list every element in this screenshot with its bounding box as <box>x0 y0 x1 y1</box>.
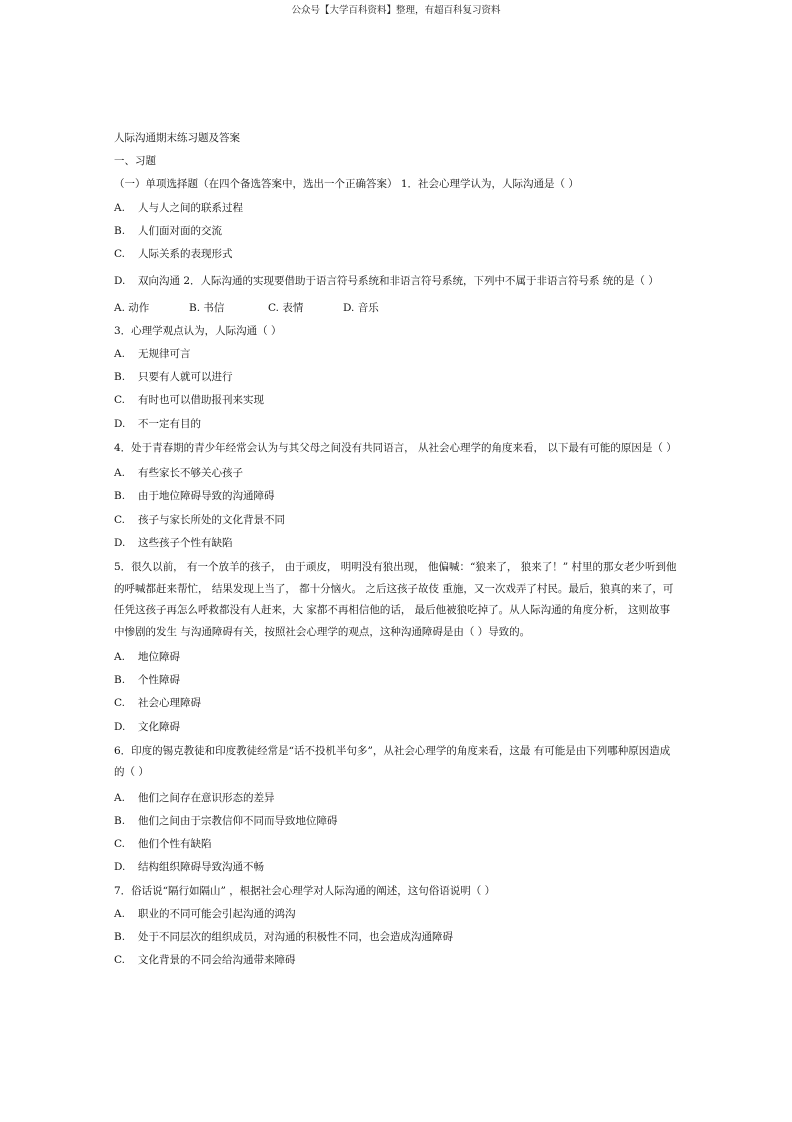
q3-stem: 3．心理学观点认为，人际沟通（ ） <box>114 324 282 337</box>
q2-option-c: C. 表情 <box>268 301 304 314</box>
q6-option-a <box>114 787 680 810</box>
q4-option-b <box>114 485 680 508</box>
option-letter: D. <box>114 720 126 733</box>
option-text: 人们面对面的交流 <box>138 224 222 237</box>
q6-stem: 6．印度的锡克教徒和印度教徒经常是“话不投机半句多”，从社会心理学的角度来看，这最 有可能是由下列哪种原因造成的（ ） <box>114 744 671 779</box>
option-text: 结构组织障碍导致沟通不畅 <box>138 861 264 874</box>
q4-option-a <box>114 462 680 485</box>
q6-option-d <box>114 856 680 879</box>
q5-option-d <box>114 716 680 739</box>
option-letter: C. <box>114 954 125 967</box>
option-text: 处于不同层次的组织成员，对沟通的积极性不同，也会造成沟通障碍 <box>138 930 453 943</box>
q2-option-d: D. 音乐 <box>343 301 379 314</box>
section-heading: 一、习题 <box>114 155 156 168</box>
option-letter: C. <box>114 838 125 851</box>
q4-option-d <box>114 532 680 555</box>
option-letter: B. <box>114 371 126 384</box>
option-letter: C. <box>114 394 125 407</box>
q7-option-a <box>114 903 680 926</box>
q5-option-c <box>114 692 680 715</box>
q4-option-c <box>114 509 680 532</box>
q1-option-c <box>114 243 680 266</box>
subsection-heading: （一）单项选择题（在四个备选答案中，选出一个正确答案） 1．社会心理学认为，人际沟通是（ ） <box>114 178 579 191</box>
option-text: 有些家长不够关心孩子 <box>138 467 243 480</box>
option-text: 他们之间由于宗教信仰不同而导致地位障碍 <box>138 814 338 827</box>
option-text: 只要有人就可以进行 <box>138 371 233 384</box>
option-letter: D. <box>114 861 126 874</box>
option-letter: D. <box>114 536 126 549</box>
option-letter: B. <box>114 674 126 687</box>
option-text: 他们之间存在意识形态的差异 <box>138 791 275 804</box>
option-letter: C. <box>114 513 125 526</box>
option-letter: B. <box>114 490 126 503</box>
option-text: 职业的不同可能会引起沟通的鸿沟 <box>138 907 296 920</box>
option-letter: B. <box>114 930 126 943</box>
q5-option-b <box>114 669 680 692</box>
q7-option-b <box>114 926 680 949</box>
q6-option-c <box>114 833 680 856</box>
option-text: 孩子与家长所处的文化背景不同 <box>138 513 285 526</box>
q2-option-a: A. 动作 <box>114 301 150 314</box>
option-letter: B. <box>114 224 126 237</box>
option-letter: D. <box>114 275 126 288</box>
option-letter: C. <box>114 247 125 260</box>
option-text: 人与人之间的联系过程 <box>138 201 243 214</box>
q7-stem: 7．俗话说“隔行如隔山” ，根据社会心理学对人际沟通的阐述，这句俗语说明（ ） <box>114 884 496 897</box>
option-letter: C. <box>114 697 125 710</box>
option-text: 个性障碍 <box>138 674 180 687</box>
option-letter: D. <box>114 417 126 430</box>
option-letter: A. <box>114 907 125 920</box>
option-letter: A. <box>114 467 125 480</box>
option-text: 有时也可以借助报刊来实现 <box>138 394 264 407</box>
document-body <box>114 127 680 972</box>
q2-option-b: B. 书信 <box>189 301 225 314</box>
option-letter: A. <box>114 201 125 214</box>
option-text: 文化障碍 <box>138 720 180 733</box>
option-text: 地位障碍 <box>138 651 180 663</box>
page-header: 公众号【大学百科资料】整理，有超百科复习资料 <box>291 5 501 16</box>
q4-stem: 4．处于青春期的青少年经常会认为与其父母之间没有共同语言， 从社会心理学的角度来看， 以下最有可能的原因是（ ） <box>114 441 677 454</box>
document-title: 人际沟通期末练习题及答案 <box>114 132 240 144</box>
q1-option-a <box>114 197 680 220</box>
q3-option-c <box>114 389 680 412</box>
option-text: 这些孩子个性有缺陷 <box>138 536 233 549</box>
q2-options <box>114 297 680 320</box>
option-text: 无规律可言 <box>138 348 191 360</box>
q1-option-b <box>114 220 680 243</box>
q3-option-d <box>114 413 680 436</box>
option-text: 人际关系的表现形式 <box>138 247 233 260</box>
option-letter: A. <box>114 791 125 804</box>
q3-option-b <box>114 366 680 389</box>
option-letter: A. <box>114 348 125 360</box>
q7-option-c <box>114 949 680 972</box>
q3-option-a <box>114 343 680 366</box>
q5-option-a <box>114 646 680 669</box>
q5-stem: 5．很久以前， 有一个放羊的孩子， 由于顽皮， 明明没有狼出现， 他偏喊：“狼来了， 狼来了！” 村里的那女老少听到他的呼喊都赶来帮忙， 结果发现上当了， 都十分恼火。 之后这孩子故伎 重施，又一次戏弄了村民。最后，狼真的来了，可任凭这孩子再怎么呼救都没有人赶来，大 家都不再相信他的话， 最后他被狼吃掉了。从人际沟通的角度分析， 这则故事中惨剧的发生 与沟通障碍有关，按照社会心理学的观点，这种沟通障碍是由（ ）导致的。 <box>114 561 677 638</box>
option-text: 文化背景的不同会给沟通带来障碍 <box>138 954 296 967</box>
option-text: 他们个性有缺陷 <box>138 838 212 851</box>
q6-option-b <box>114 810 680 833</box>
q1-option-d <box>114 271 680 293</box>
option-text: 社会心理障碍 <box>138 697 201 710</box>
option-letter: A. <box>114 651 125 663</box>
option-letter: B. <box>114 814 126 827</box>
option-text: 不一定有目的 <box>138 417 201 430</box>
option-text: 双向沟通 2．人际沟通的实现要借助于语言符号系统和非语言符号系统，下列中不属于非语言符号系 统的是（ ） <box>138 275 659 288</box>
option-text: 由于地位障碍导致的沟通障碍 <box>138 490 275 503</box>
